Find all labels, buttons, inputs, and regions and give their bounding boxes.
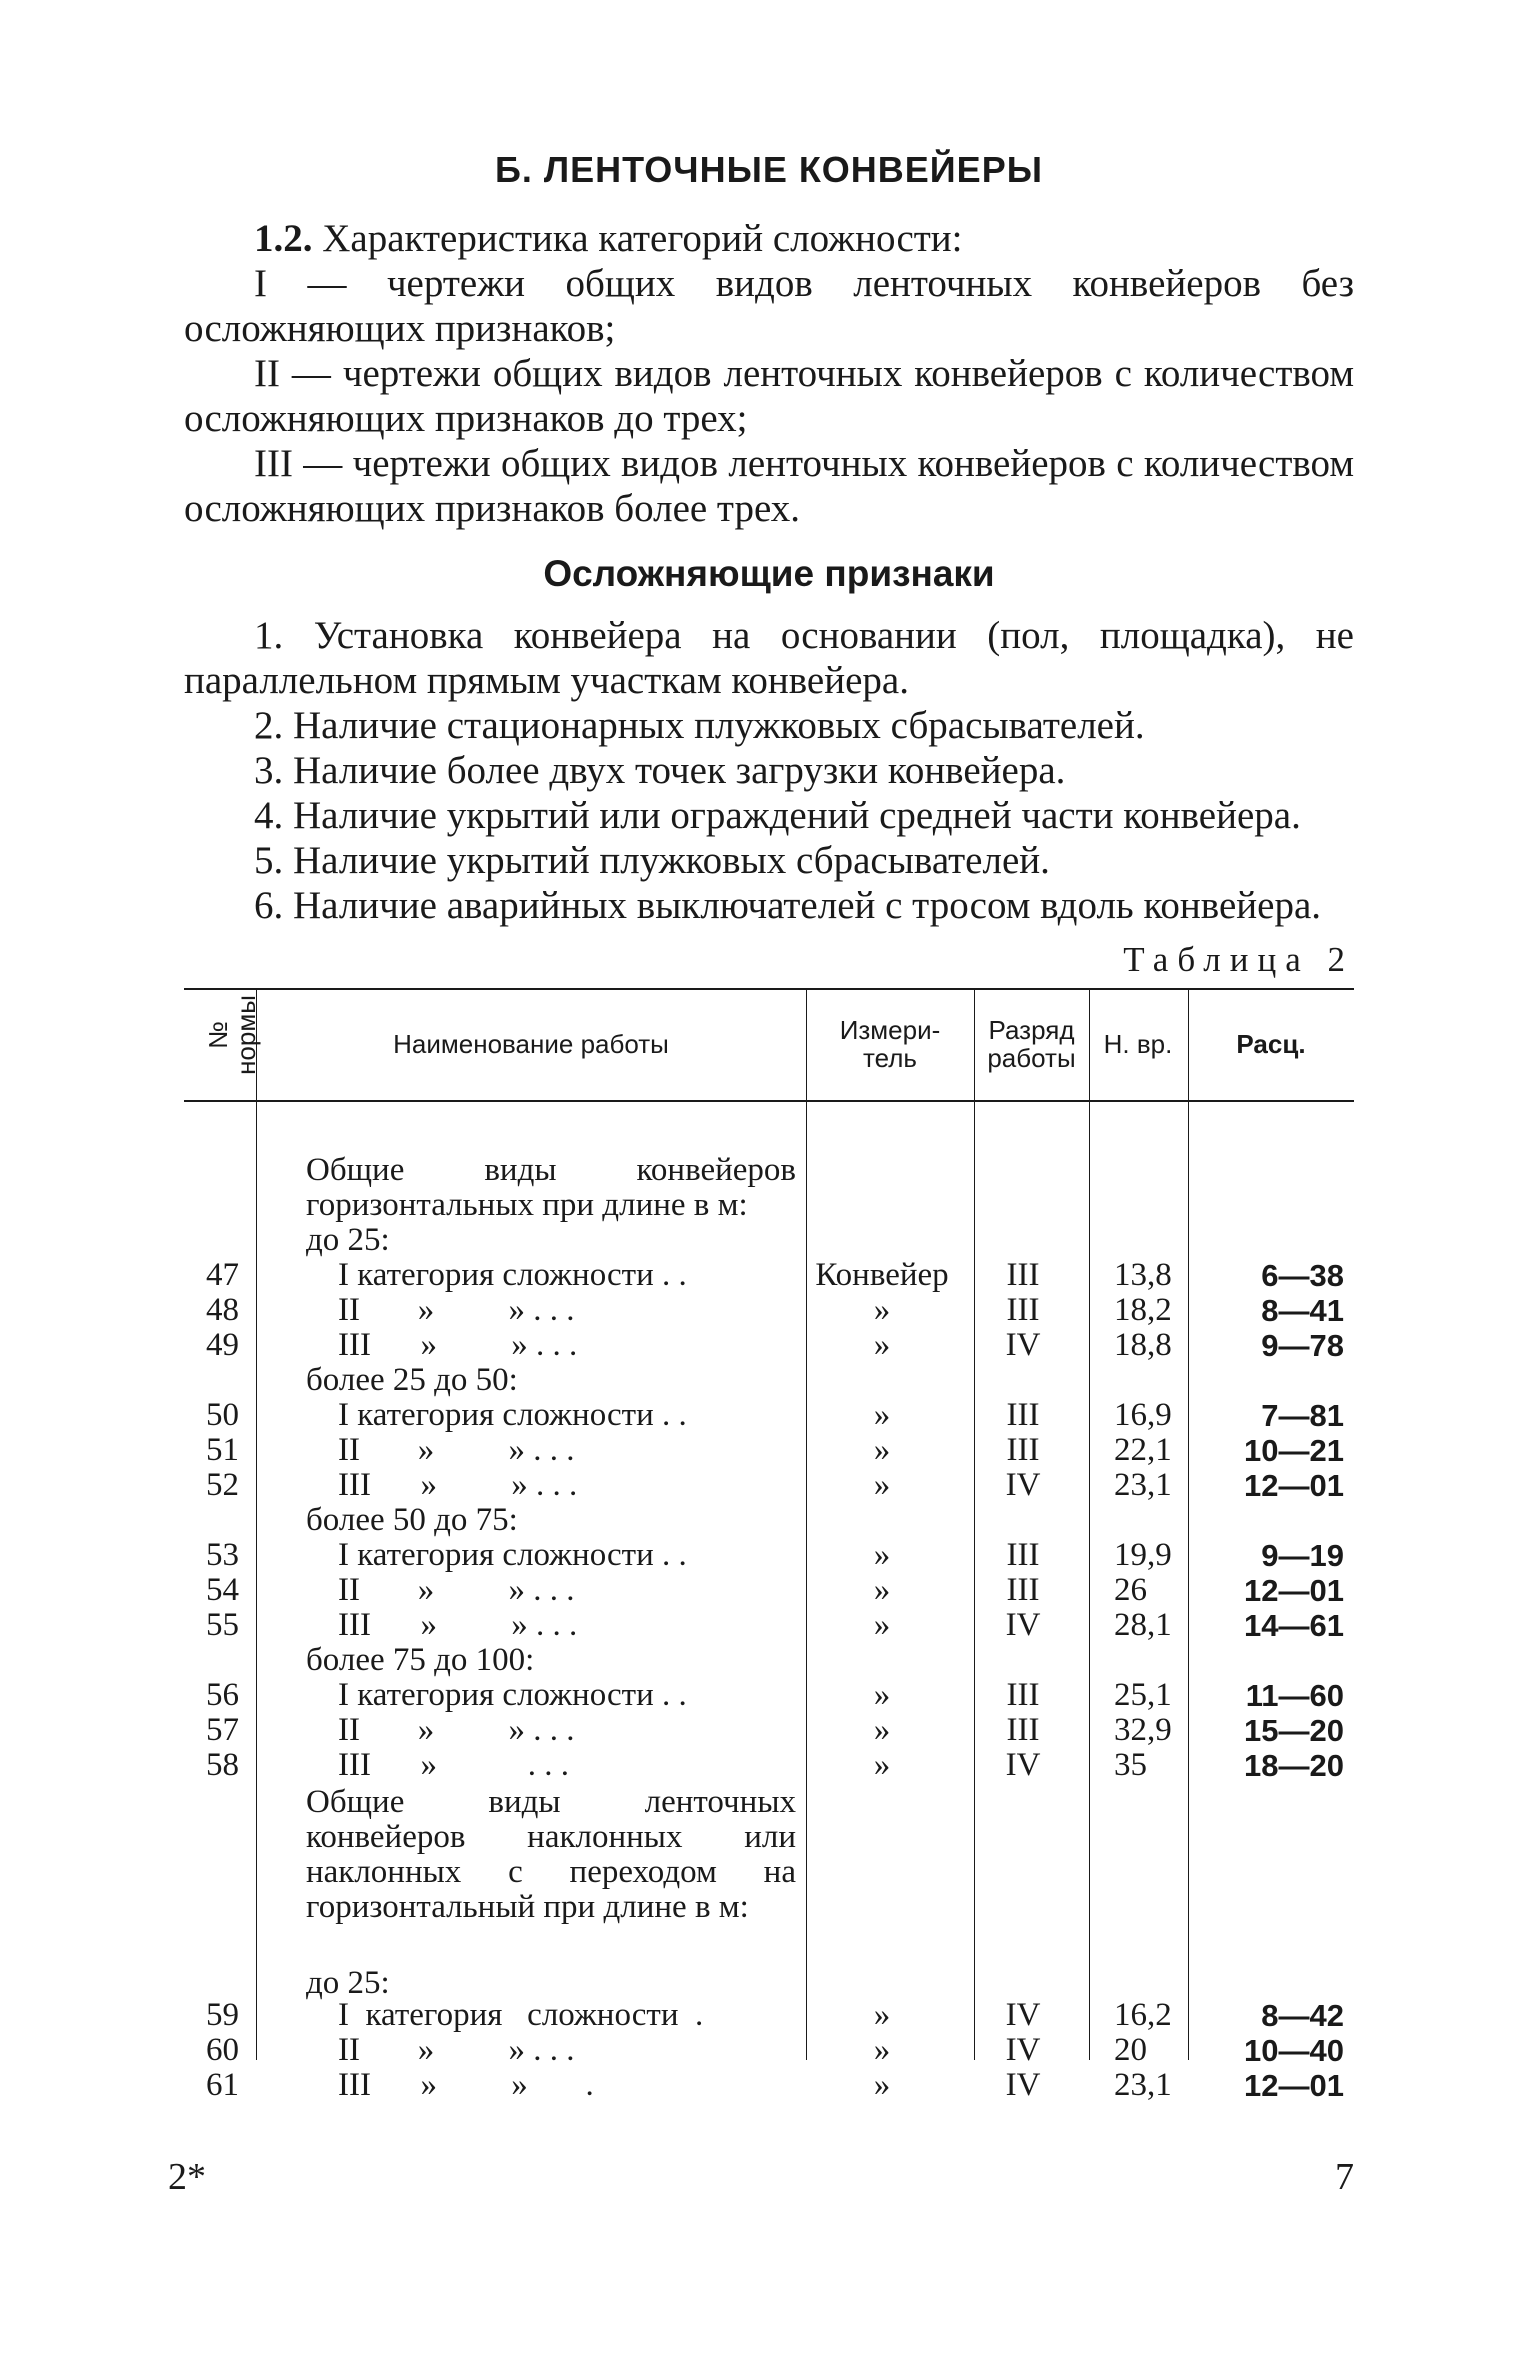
category-2: II — чертежи общих видов ленточных конвейеров с количеством осложняющих признаков до трех; — [184, 352, 1354, 440]
group1-title: Общие виды конвейеров горизонтальных при длине в м: — [306, 1152, 796, 1223]
table-row: 53 I категория сложности . . » III 19,9 9—19 — [206, 1537, 1344, 1573]
signature-mark: 2* — [168, 2156, 206, 2198]
header-grade: Разряд работы — [987, 1015, 1076, 1073]
table-row: 56 I категория сложности . . » III 25,1 11—60 — [206, 1677, 1344, 1713]
feature-5: 5. Наличие укрытий плужковых сбрасывателей. — [254, 839, 1050, 882]
table-row: 55 III » » . . . » IV 28,1 14—61 — [206, 1607, 1344, 1643]
range-1 — [184, 1223, 1354, 1258]
intro-paragraph — [184, 216, 1354, 261]
table-row: 59 I категория сложности . » IV 16,2 8—42 — [206, 1997, 1344, 2033]
table-row: 47 I категория сложности . . Конвейер III 13,8 6—38 — [206, 1257, 1344, 1293]
range-label: до 25: — [306, 1965, 390, 2001]
range-3 — [184, 1503, 1354, 1538]
category-3: III — чертежи общих видов ленточных конвейеров с количеством осложняющих признаков более трех. — [184, 442, 1354, 530]
page-number: 7 — [1335, 2156, 1354, 2198]
header-num: № нормы — [203, 995, 261, 1075]
header-unit: Измери- тель — [839, 1015, 941, 1073]
table-header-rule — [184, 1100, 1354, 1102]
table-row: 61 III » » . » IV 23,1 12—01 — [206, 2067, 1344, 2103]
range-label: более 25 до 50: — [306, 1362, 518, 1398]
range-label: до 25: — [306, 1222, 390, 1258]
header-name: Наименование работы — [393, 1029, 669, 1059]
range-label: более 50 до 75: — [306, 1502, 518, 1538]
intro-text: Характеристика категорий сложности: — [322, 217, 963, 260]
page-content — [184, 149, 1354, 2103]
table-row: 50 I категория сложности . . » III 16,9 7—81 — [206, 1397, 1344, 1433]
table-row: 51 II » » . . . » III 22,1 10—21 — [206, 1432, 1344, 1468]
table-row: 60 II » » . . . » IV 20 10—40 — [206, 2032, 1344, 2068]
table-row: 58 III » . . . » IV 35 18—20 — [206, 1747, 1344, 1783]
range-5 — [184, 1966, 1354, 2001]
group2-title: Общие виды ленточных конвейеров наклонных или наклонных с переходом на горизонтальный при длине в м: — [306, 1784, 796, 1925]
category-1: I — чертежи общих видов ленточных конвейеров без осложняющих признаков; — [184, 262, 1354, 350]
feature-4: 4. Наличие укрытий или ограждений средней части конвейера. — [254, 794, 1301, 837]
feature-6: 6. Наличие аварийных выключателей с тросом вдоль конвейера. — [254, 884, 1322, 927]
features-title: Осложняющие признаки — [543, 553, 995, 594]
table-row: 54 II » » . . . » III 26 12—01 — [206, 1572, 1344, 1608]
norms-table — [184, 988, 1354, 2103]
range-4 — [184, 1643, 1354, 1678]
header-hours: Н. вр. — [1103, 1029, 1173, 1059]
table-caption: Таблица 2 — [1123, 940, 1354, 979]
feature-2: 2. Наличие стационарных плужковых сбрасывателей. — [254, 704, 1145, 747]
feature-3: 3. Наличие более двух точек загрузки конвейера. — [254, 749, 1066, 792]
table-row: 57 II » » . . . » III 32,9 15—20 — [206, 1712, 1344, 1748]
table-top-rule — [184, 988, 1354, 990]
header-rate: Расц. — [1236, 1029, 1306, 1059]
feature-1: 1. Установка конвейера на основании (пол, площадка), не параллельном прямым участкам конвейера. — [184, 614, 1354, 702]
range-label: более 75 до 100: — [306, 1642, 535, 1678]
table-row: 52 III » » . . . » IV 23,1 12—01 — [206, 1467, 1344, 1503]
intro-number: 1.2. — [254, 217, 313, 260]
table-row: 49 III » » . . . » IV 18,8 9—78 — [206, 1327, 1344, 1363]
range-2 — [184, 1363, 1354, 1398]
table-row: 48 II » » . . . » III 18,2 8—41 — [206, 1292, 1344, 1328]
section-title: Б. ЛЕНТОЧНЫЕ КОНВЕЙЕРЫ — [495, 149, 1043, 190]
